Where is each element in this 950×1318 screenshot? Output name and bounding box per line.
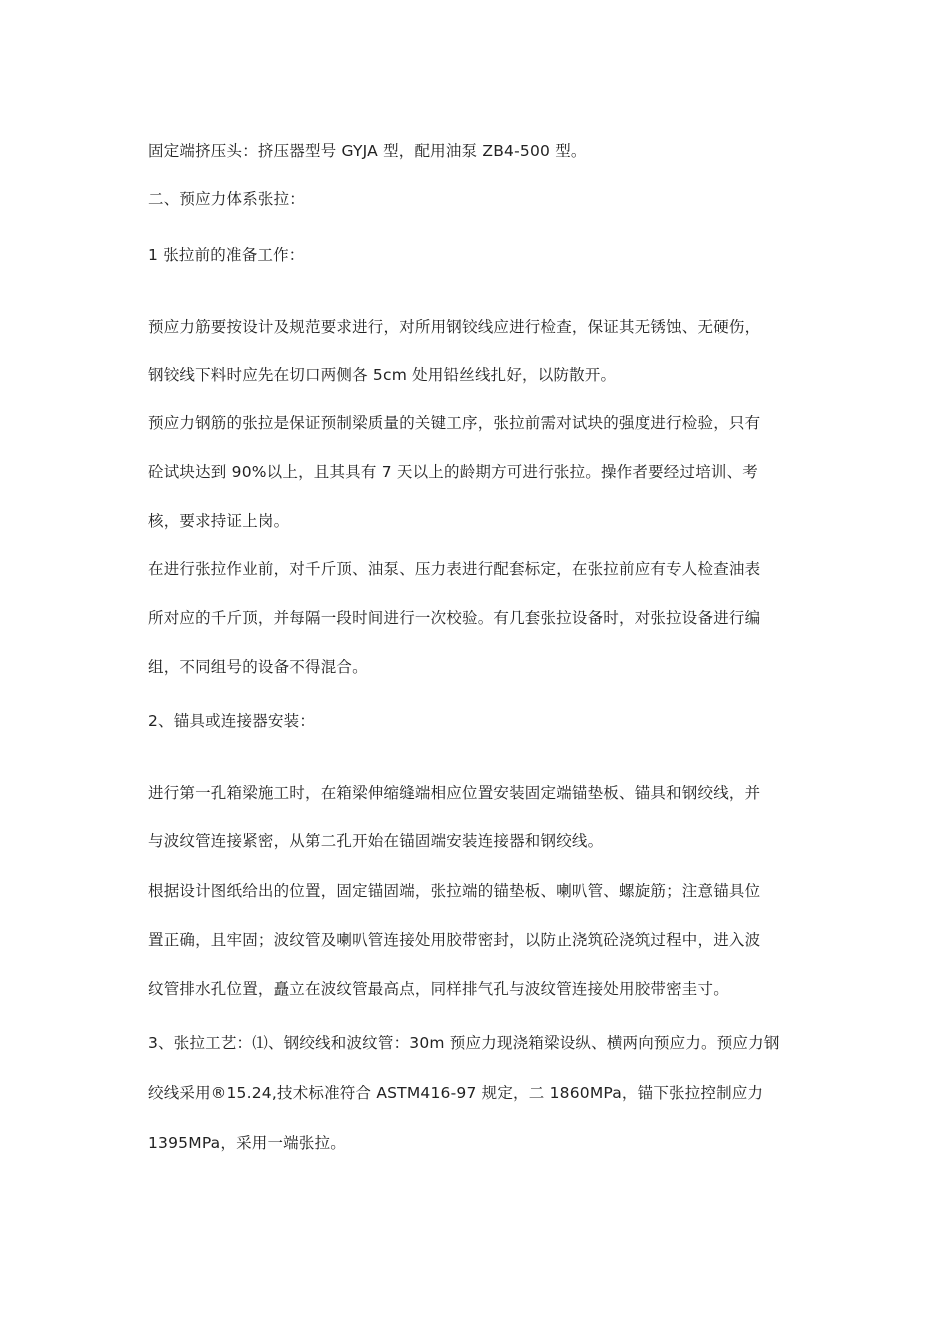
paragraph-line: 在进行张拉作业前，对千斤顶、油泵、压力表进行配套标定，在张拉前应有专人检查油表 <box>148 560 761 578</box>
paragraph-line: 进行第一孔箱梁施工时，在箱梁伸缩缝端相应位置安装固定端锚垫板、锚具和钢绞线，并 <box>148 784 761 802</box>
paragraph-line: 与波纹管连接紧密，从第二孔开始在锚固端安装连接器和钢绞线。 <box>148 832 604 850</box>
paragraph-line: 预应力钢筋的张拉是保证预制梁质量的关键工序，张拉前需对试块的强度进行检验，只有 <box>148 414 761 432</box>
subsection-heading-anchor-install: 2、锚具或连接器安装： <box>148 712 316 730</box>
subsection-heading-preparation: 1 张拉前的准备工作： <box>148 246 305 264</box>
paragraph-line: 核，要求持证上岗。 <box>148 512 290 530</box>
text-line-anchor-fixed-end: 固定端挤压头：挤压器型号 GYJA 型，配用油泵 ZB4-500 型。 <box>148 142 587 160</box>
paragraph-line: 所对应的千斤顶，并每隔一段时间进行一次校验。有几套张拉设备时，对张拉设备进行编 <box>148 609 761 627</box>
paragraph-line: 组，不同组号的设备不得混合。 <box>148 658 368 676</box>
section-heading-prestress-tension: 二、预应力体系张拉： <box>148 190 306 208</box>
paragraph-line: 置正确，且牢固；波纹管及喇叭管连接处用胶带密封，以防止浇筑砼浇筑过程中，进入波 <box>148 931 761 949</box>
paragraph-line: 绞线采用®15.24,技术标准符合 ASTM416-97 规定，二 1860MPa，锚下张拉控制应力 <box>148 1084 764 1102</box>
paragraph-line: 预应力筋要按设计及规范要求进行，对所用钢铰线应进行检查，保证其无锈蚀、无硬伤， <box>148 318 761 336</box>
paragraph-line: 3、张拉工艺：⑴、钢绞线和波纹管：30m 预应力现浇箱梁设纵、横两向预应力。预应力钢 <box>148 1034 780 1052</box>
paragraph-line: 钢铰线下料时应先在切口两侧各 5cm 处用铅丝线扎好，以防散开。 <box>148 366 617 384</box>
paragraph-line: 根据设计图纸给出的位置，固定锚固端，张拉端的锚垫板、喇叭管、螺旋筋；注意锚具位 <box>148 882 761 900</box>
paragraph-line: 砼试块达到 90%以上，且其具有 7 天以上的龄期方可进行张拉。操作者要经过培训、考 <box>148 463 758 481</box>
paragraph-line: 1395MPa，采用一端张拉。 <box>148 1134 346 1152</box>
paragraph-line: 纹管排水孔位置，矗立在波纹管最高点，同样排气孔与波纹管连接处用胶带密圭寸。 <box>148 980 729 998</box>
